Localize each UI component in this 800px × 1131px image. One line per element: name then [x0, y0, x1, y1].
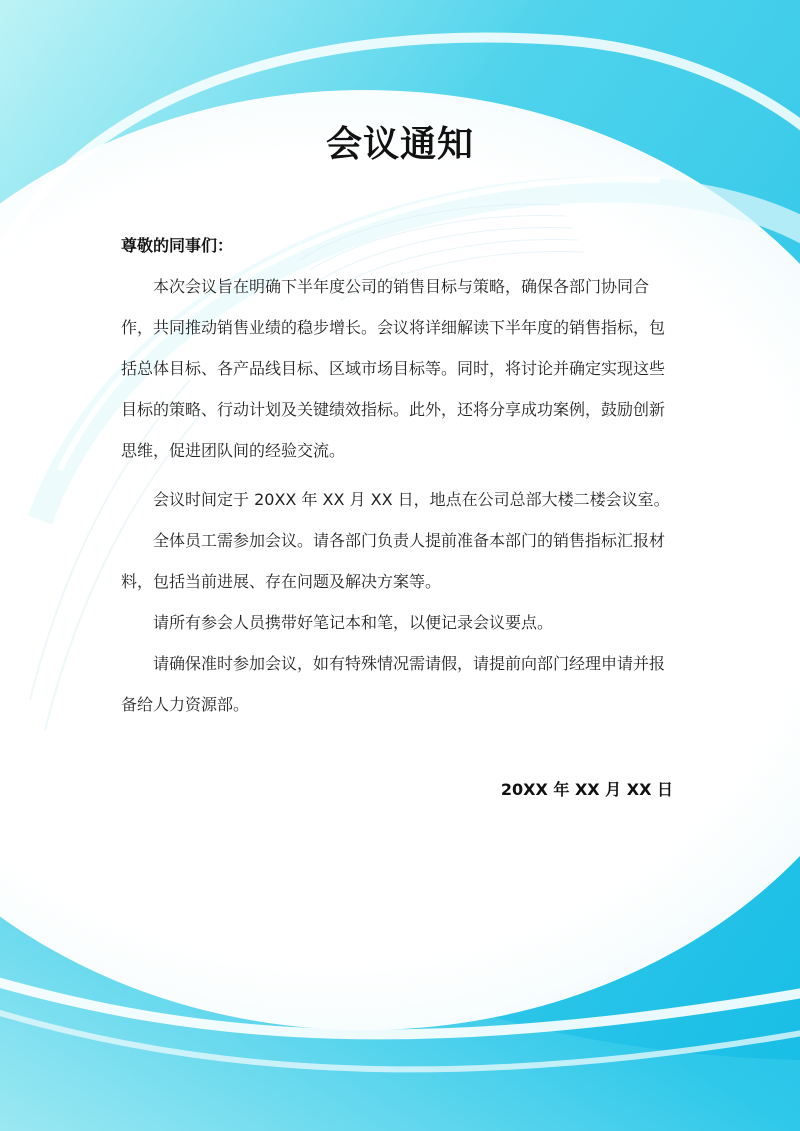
paragraph-time-location: 会议时间定于 20XX 年 XX 月 XX 日，地点在公司总部大楼二楼会议室。 [153, 490, 670, 509]
paragraph-punctuality: 请确保准时参加会议，如有特殊情况需请假，请提前向部门经理申请并报备给人力资源部。 [121, 654, 666, 714]
paragraph-materials: 请所有参会人员携带好笔记本和笔，以便记录会议要点。 [153, 613, 554, 632]
signature-date: 20XX 年 XX 月 XX 日 [500, 780, 673, 799]
paragraph-attendance: 全体员工需参加会议。请各部门负责人提前准备本部门的销售指标汇报材料，包括当前进展、存在问题及解决方案等。 [121, 531, 666, 591]
greeting: 尊敬的同事们： [121, 236, 234, 255]
paragraph-purpose: 本次会议旨在明确下半年度公司的销售目标与策略，确保各部门协同合作，共同推动销售业绩的稳步增长。会议将详细解读下半年度的销售指标，包括总体目标、各产品线目标、区域市场目标等。同时，将讨论并确定实现这些目标的策略、行动计划及关键绩效指标。此外，还将分享成功案例，鼓励创新思维，促进团队间的经验交流。 [121, 277, 666, 460]
document-title: 会议通知 [325, 124, 474, 165]
